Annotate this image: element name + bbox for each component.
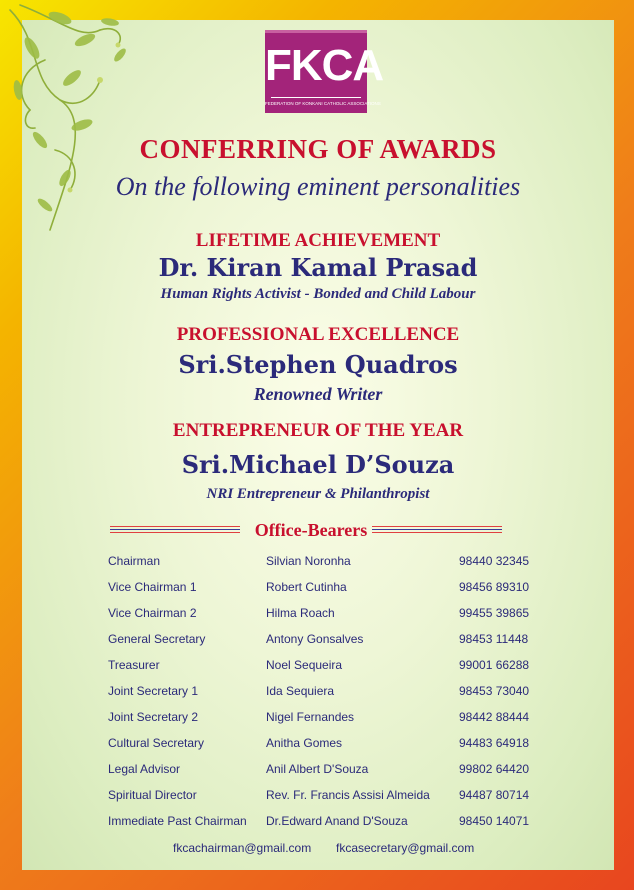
bearer-name: Rev. Fr. Francis Assisi Almeida <box>266 788 430 802</box>
bearer-phone: 94483 64918 <box>459 736 530 750</box>
table-row <box>0 684 634 702</box>
bearer-name: Anil Albert D'Souza <box>266 762 369 776</box>
bearer-phone: 98456 89310 <box>459 580 530 594</box>
table-row <box>0 762 634 780</box>
logo-divider <box>271 97 361 98</box>
bearer-role: Cultural Secretary <box>108 736 205 750</box>
bearer-phone: 98453 73040 <box>459 684 530 698</box>
bearer-role: Immediate Past Chairman <box>108 814 247 828</box>
bearer-phone: 98453 11448 <box>459 632 529 646</box>
logo-subtext: FEDERATION OF KONKANI CATHOLIC ASSOCIATIONS <box>265 101 381 106</box>
chairman-email-link[interactable]: fkcachairman@gmail.com <box>173 841 312 855</box>
floral-vine-icon <box>0 0 190 240</box>
bearer-phone: 99802 64420 <box>459 762 530 776</box>
bearer-name: Dr.Edward Anand D'Souza <box>266 814 408 828</box>
table-row <box>0 710 634 728</box>
office-bearers-heading <box>110 520 502 542</box>
bearer-role: Vice Chairman 2 <box>108 606 197 620</box>
bearer-role: Joint Secretary 1 <box>108 684 199 698</box>
bearer-name: Anitha Gomes <box>266 736 343 750</box>
award-category-professional: PROFESSIONAL EXCELLENCE <box>176 324 460 345</box>
award-description-professional: Renowned Writer <box>253 384 383 404</box>
table-row <box>0 658 634 676</box>
table-row <box>0 788 634 806</box>
fkca-logo <box>265 30 384 113</box>
bearer-phone: 98442 88444 <box>459 710 530 724</box>
divider-right <box>372 526 502 535</box>
bearer-role: Chairman <box>108 554 161 568</box>
bearer-role: Treasurer <box>108 658 160 672</box>
bearer-phone: 94487 80714 <box>459 788 530 802</box>
award-description-entrepreneur: NRI Entrepreneur & Philanthropist <box>206 486 430 502</box>
table-row <box>0 606 634 624</box>
table-row <box>0 632 634 650</box>
bearer-name: Antony Gonsalves <box>266 632 364 646</box>
table-row <box>0 580 634 598</box>
award-category-entrepreneur: ENTREPRENEUR OF THE YEAR <box>172 420 464 441</box>
award-category-lifetime: LIFETIME ACHIEVEMENT <box>195 230 441 251</box>
bearer-phone: 98440 32345 <box>459 554 530 568</box>
logo-text: FKCA <box>265 41 384 90</box>
bearer-phone: 99001 66288 <box>459 658 530 672</box>
table-row <box>0 814 634 832</box>
award-recipient-lifetime: Dr. Kiran Kamal Prasad <box>158 253 478 282</box>
bearer-name: Robert Cutinha <box>266 580 347 594</box>
bearer-phone: 99455 39865 <box>459 606 530 620</box>
bearer-name: Noel Sequeira <box>266 658 343 672</box>
contact-emails <box>0 841 634 857</box>
page-title: CONFERRING OF AWARDS <box>139 134 497 164</box>
bearer-role: Spiritual Director <box>108 788 197 802</box>
bearer-name: Ida Sequiera <box>266 684 335 698</box>
bearer-role: Vice Chairman 1 <box>108 580 197 594</box>
secretary-email-link[interactable]: fkcasecretary@gmail.com <box>336 841 475 855</box>
bearer-name: Silvian Noronha <box>266 554 351 568</box>
bearer-name: Hilma Roach <box>266 606 335 620</box>
divider-left <box>110 526 240 535</box>
bearer-role: General Secretary <box>108 632 206 646</box>
page-subtitle: On the following eminent personalities <box>115 172 521 201</box>
bearer-role: Legal Advisor <box>108 762 181 776</box>
bearer-role: Joint Secretary 2 <box>108 710 199 724</box>
award-recipient-professional: Sri.Stephen Quadros <box>178 350 458 379</box>
bearer-phone: 98450 14071 <box>459 814 530 828</box>
award-recipient-entrepreneur: Sri.Michael D’Souza <box>181 450 455 479</box>
award-description-lifetime: Human Rights Activist - Bonded and Child Labour <box>160 286 476 302</box>
table-row <box>0 554 634 572</box>
bearer-name: Nigel Fernandes <box>266 710 355 724</box>
table-row <box>0 736 634 754</box>
office-bearers-title: Office-Bearers <box>254 520 368 540</box>
